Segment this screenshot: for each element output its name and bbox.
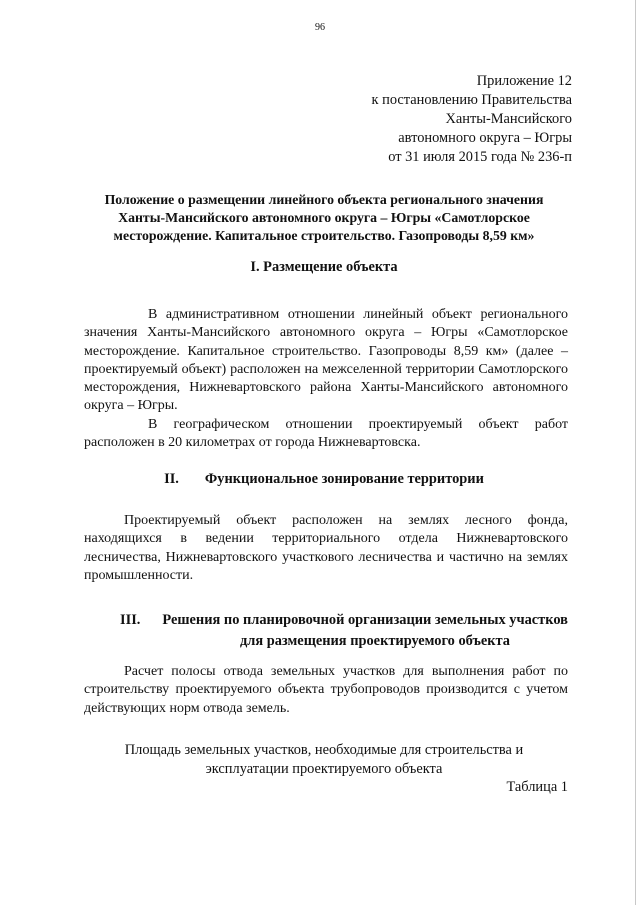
section-3-title-line-1: Решения по планировочной организации земельных участков [162, 612, 568, 628]
section-1-heading: I. Размещение объекта [250, 259, 398, 275]
page-number: 96 [315, 22, 325, 33]
appendix-line: Приложение 12 [476, 73, 572, 89]
section-3-title-line-2: для размещения проектируемого объекта [239, 633, 510, 649]
title-line: Положение о размещении линейного объекта регионального значения [104, 192, 544, 207]
section-3-number: III. [120, 612, 141, 628]
page-edge [635, 0, 636, 905]
section-2-heading [80, 470, 568, 489]
document-title [80, 191, 568, 245]
table-caption [80, 741, 568, 779]
table-number-label: Таблица 1 [506, 779, 568, 795]
appendix-line: к постановлению Правительства [371, 92, 572, 108]
section-3-paragraph: Расчет полосы отвода земельных участков для выполнения работ по строительству проектируемого объекта трубопроводов производится с учетом действующих норм отвода земель. [84, 664, 568, 716]
section-2-number: II. [164, 471, 179, 487]
title-line: месторождение. Капитальное строительство. Газопроводы 8,59 км» [113, 228, 535, 243]
section-1-paragraph-2: В географическом отношении проектируемый объект работ расположен в 20 километрах от города Нижневартовска. [84, 417, 568, 451]
section-2-paragraph: Проектируемый объект расположен на землях лесного фонда, находящихся в ведении территориального отдела Нижневартовского лесничества, Нижневартовского участкового лесничества и частично на землях промышленности. [84, 513, 568, 583]
table-caption-line-1: Площадь земельных участков, необходимые для строительства и [124, 742, 524, 758]
section-1-paragraph-1: В административном отношении линейный объект регионального значения Ханты-Мансийского автономного округа – Югры «Самотлорское месторождение. Капитальное строительство. Газопроводы 8,59 км» (далее – проектируемый объект) расположен на межселенной территории Самотлорского месторождения, Нижневартовского района Ханты-Мансийского автономного округа – Югры. [84, 307, 568, 414]
title-line: Ханты-Мансийского автономного округа – Югры «Самотлорское [118, 210, 530, 225]
section-3-heading [120, 610, 568, 652]
appendix-line: от 31 июля 2015 года № 236-п [388, 149, 572, 165]
table-caption-line-2: эксплуатации проектируемого объекта [205, 761, 443, 777]
section-2-title: Функциональное зонирование территории [204, 471, 484, 487]
appendix-block [372, 72, 572, 167]
appendix-line: автономного округа – Югры [398, 130, 572, 146]
appendix-line: Ханты-Мансийского [445, 111, 572, 127]
